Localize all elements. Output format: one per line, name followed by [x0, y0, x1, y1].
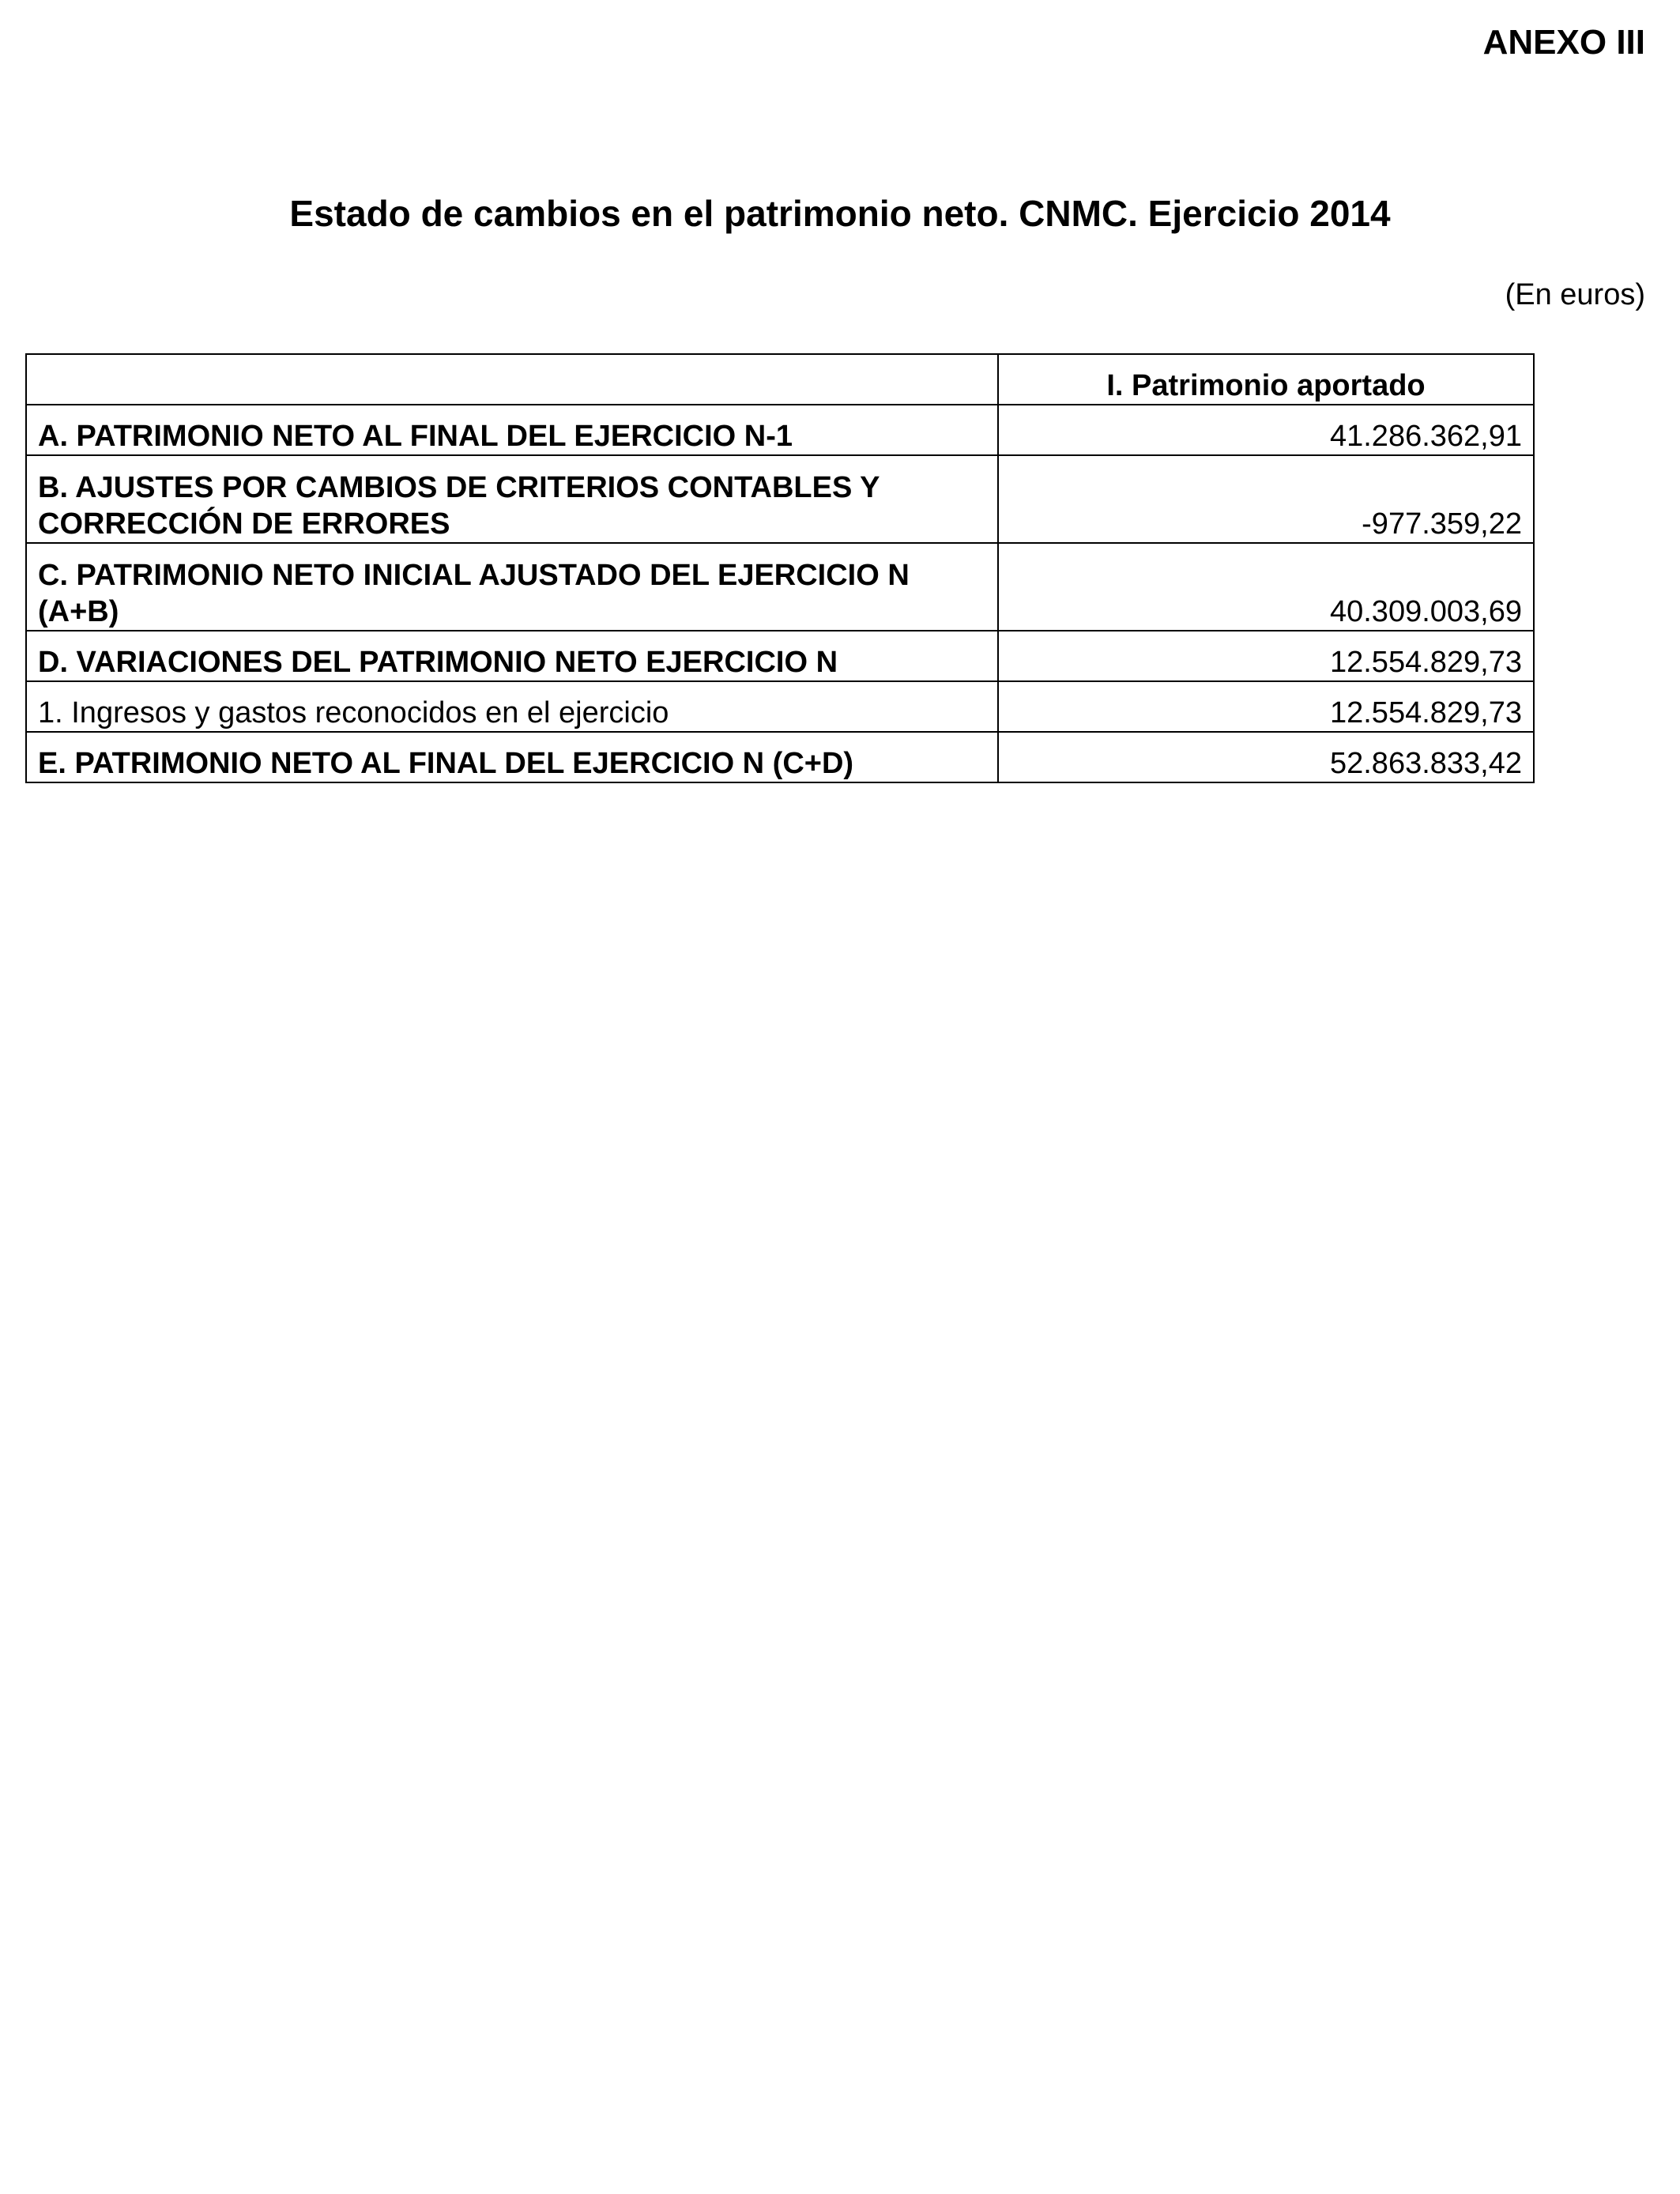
row-value: 40.309.003,69: [998, 543, 1534, 631]
row-value: 12.554.829,73: [998, 681, 1534, 732]
table-header-row: [26, 354, 1534, 405]
row-value: 12.554.829,73: [998, 631, 1534, 681]
table-row: [26, 732, 1534, 782]
row-value: 41.286.362,91: [998, 405, 1534, 455]
units-note: (En euros): [1505, 278, 1645, 311]
row-label: B. AJUSTES POR CAMBIOS DE CRITERIOS CONTABLES Y CORRECCIÓN DE ERRORES: [26, 455, 998, 543]
table-row: [26, 455, 1534, 543]
column-header-patrimonio-aportado: I. Patrimonio aportado: [998, 354, 1534, 405]
row-label: 1. Ingresos y gastos reconocidos en el ejercicio: [26, 681, 998, 732]
equity-statement-table: [25, 353, 1535, 783]
table-corner-cell: [26, 354, 998, 405]
table-row: [26, 681, 1534, 732]
row-label: C. PATRIMONIO NETO INICIAL AJUSTADO DEL EJERCICIO N (A+B): [26, 543, 998, 631]
table-row: [26, 631, 1534, 681]
row-label: D. VARIACIONES DEL PATRIMONIO NETO EJERCICIO N: [26, 631, 998, 681]
table-row: [26, 405, 1534, 455]
row-label: E. PATRIMONIO NETO AL FINAL DEL EJERCICIO N (C+D): [26, 732, 998, 782]
document-title: Estado de cambios en el patrimonio neto. CNMC. Ejercicio 2014: [289, 193, 1391, 234]
row-value: 52.863.833,42: [998, 732, 1534, 782]
table-row: [26, 543, 1534, 631]
row-value: -977.359,22: [998, 455, 1534, 543]
annex-label: ANEXO III: [1482, 23, 1645, 62]
row-label: A. PATRIMONIO NETO AL FINAL DEL EJERCICIO N-1: [26, 405, 998, 455]
